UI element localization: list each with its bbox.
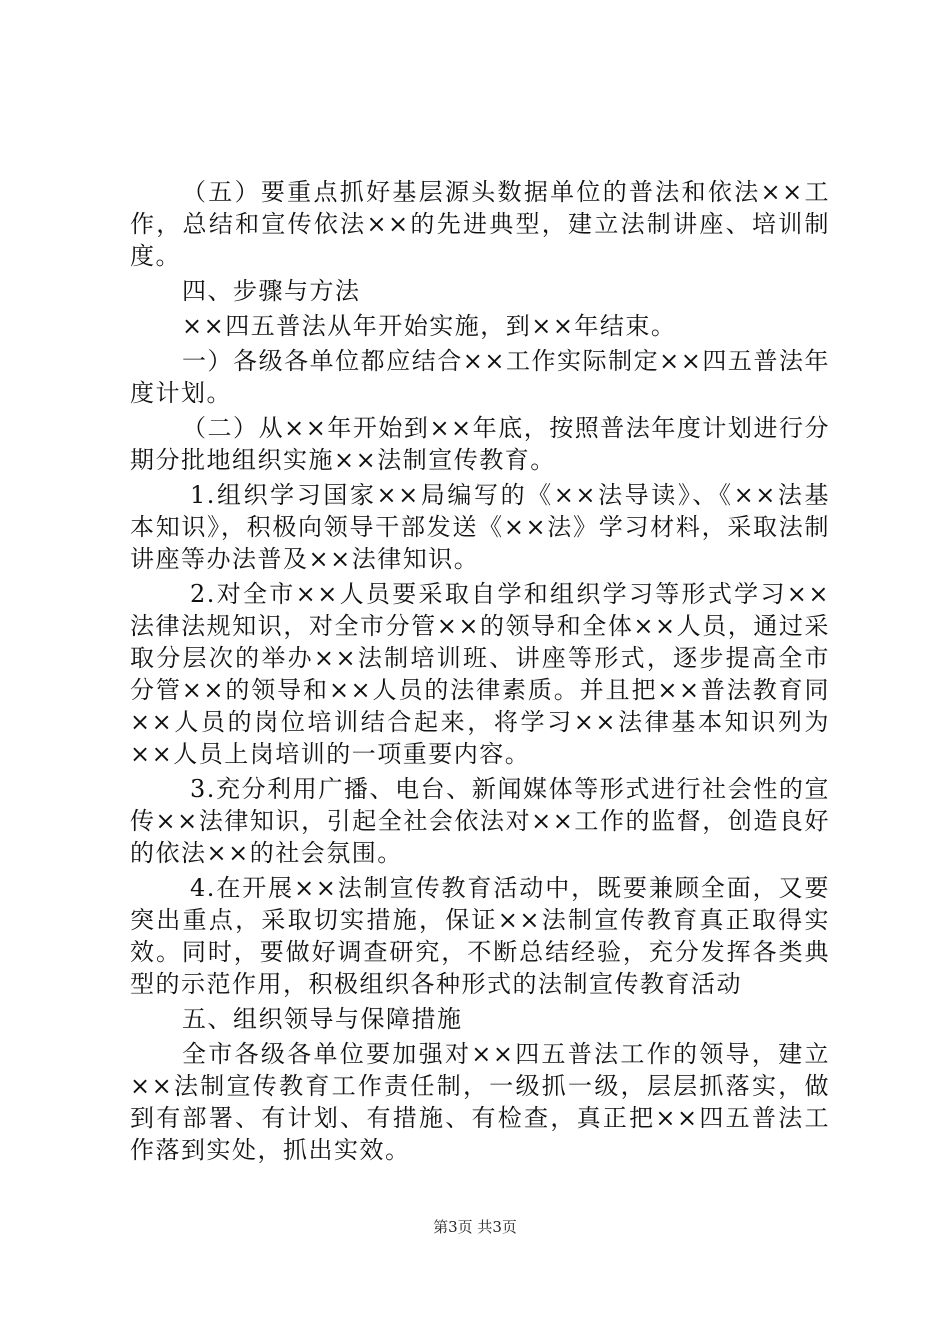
list-item-4: 4.在开展××法制宣传教育活动中，既要兼顾全面，又要突出重点，采取切实措施，保证××法制宣传教育真正取得实效。同时，要做好调查研究，不断总结经验，充分发挥各类典型的示范作用，积极组织各种形式的法制宣传教育活动	[130, 874, 830, 998]
document-body	[130, 176, 830, 1169]
list-item-1: 1.组织学习国家××局编写的《××法导读》、《××法基本知识》，积极向领导干部发送《××法》学习材料，采取法制讲座等办法普及××法律知识。	[130, 481, 830, 573]
list-item-2: 2.对全市××人员要采取自学和组织学习等形式学习××法律法规知识，对全市分管××的领导和全体××人员，通过采取分层次的举办××法制培训班、讲座等形式，逐步提高全市分管××的领导和××人员的法律素质。并且把××普法教育同××人员的岗位培训结合起来，将学习××法律基本知识列为××人员上岗培训的一项重要内容。	[130, 580, 830, 768]
paragraph-timeline: ××四五普法从年开始实施，到××年结束。	[182, 312, 677, 340]
paragraph-leadership: 全市各级各单位要加强对××四五普法工作的领导，建立××法制宣传教育工作责任制，一级抓一级，层层抓落实，做到有部署、有计划、有措施、有检查，真正把××四五普法工作落到实处，抓出实效。	[130, 1040, 830, 1164]
paragraph-annual-plan: 一）各级各单位都应结合××工作实际制定××四五普法年度计划。	[130, 347, 830, 407]
paragraph-implementation: （二）从××年开始到××年底，按照普法年度计划进行分期分批地组织实施××法制宣传教育。	[130, 414, 830, 474]
heading-organization: 五、组织领导与保障措施	[182, 1005, 463, 1033]
paragraph-5-basic-units: （五）要重点抓好基层源头数据单位的普法和依法××工作，总结和宣传依法××的先进典型，建立法制讲座、培训制度。	[130, 178, 830, 270]
page-footer: 第3页 共3页	[433, 1218, 517, 1236]
heading-steps-methods: 四、步骤与方法	[182, 277, 361, 305]
list-item-3: 3.充分利用广播、电台、新闻媒体等形式进行社会性的宣传××法律知识，引起全社会依法对××工作的监督，创造良好的依法××的社会氛围。	[130, 775, 830, 867]
